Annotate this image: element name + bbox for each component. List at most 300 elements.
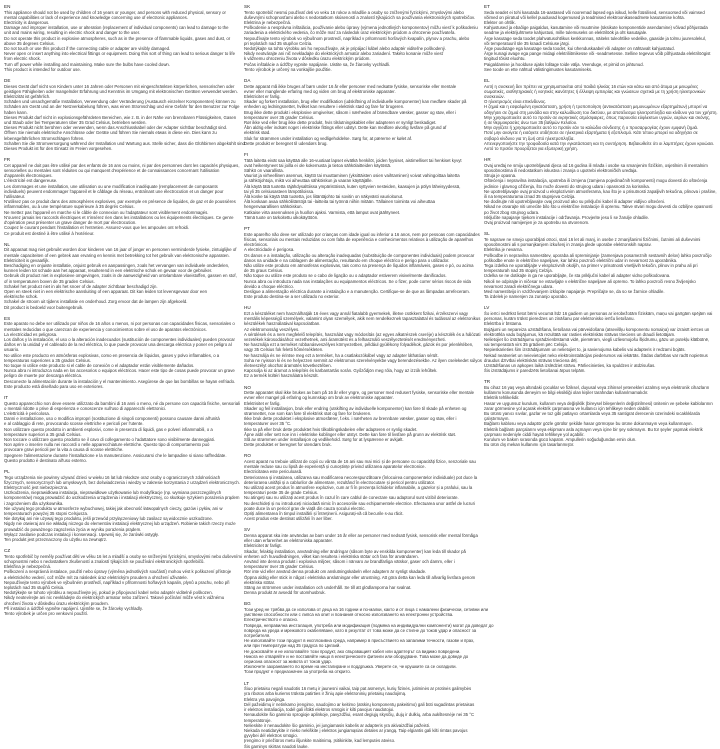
instruction-line: Este producto está diseñado para uso en exteriores. (4, 383, 104, 389)
instruction-line: teplotách nad 35 stupňů Celsia. (4, 585, 65, 591)
instruction-line: või temperatuuril üle 35 kraadi Celsiuse järgi. (484, 40, 570, 46)
instruction-line: Ärge kunagi avage ega pange midagi elektriliitmikesse või -seadmetesse. Selline tegevus võib põhjustada elektrilöögist (484, 51, 711, 57)
instruction-line: Seda seadet ei tohi kasutada 16-aastased või nooremad lapsed ega isikud, kelle füüsilised, sensoorsed või vaimsed (484, 9, 705, 15)
instruction-line: Никога не отваряйте и не поставяйте нищо в електрическите фитинги или оборудване. Това може да доведе до (244, 653, 469, 659)
instruction-line: Poškození a nesprávná instalace, použití nebo úpravy (výměna jednotlivých součástí) mohou vést k poškození přístroje (4, 569, 232, 575)
language-section (4, 78, 247, 152)
language-code: BG (244, 601, 251, 607)
instruction-line: võimed on piiratud või kellel puuduvad kogemused ja teadmised elektroonikaseadmete kasutamise kohta. (484, 14, 685, 20)
instruction-line: poškodbe enote in električne napeljave, kar lahko povzroči električni udar in nevarnost za uporabnika. (484, 257, 678, 263)
instruction-line: k vážnemu ohrozeniu života v dôsledku úrazu elektrickým prúdom. (244, 56, 371, 62)
instruction-line: Nikdy neotvárajte ani nič nevkladajte do elektrických armatúr alebo zariadení. Takéto konanie môže viesť (244, 51, 444, 57)
instruction-line: tingitud tõsist eluohtu. (484, 56, 526, 62)
instruction-line: Šo ierīci nedrīkst lietot bērni vecumā līdz 16 gadiem un personas ar ierobežotām fiziskām, maņu vai garīgām spējām vai (484, 310, 713, 316)
instruction-line: Schakel het product niet in als het snoer of de adapter zichtbaar beschadigd zijn. (4, 283, 158, 289)
instruction-line: Åpne aldri eller sett noe inn i elektriske koblinger eller utstyr. Dette kan føre til livsfare på grunn av elektrisk støt. (244, 431, 457, 437)
instruction-line: Ovaj uređaj ne smiju upotrebljavati djeca od 16 godina ili mlađa i osobe sa smanjenim fizičkim, osjetilnim ili mentalnim (484, 162, 708, 168)
instruction-line: Dette apparat må ikke bruges af børn under 16 år eller personer med nedsatte fysiske, sensoriske eller mentale (244, 83, 457, 89)
instruction-line: Questo apparecchio non deve essere utilizzato da bambini di 16 anni o meno, né da persone con capacità fisiche, sensoriali (4, 400, 240, 406)
instruction-line: Los daños y la instalación, el uso o la alteración inadecuados (sustitución de componentes individuales) pueden provocar (4, 336, 235, 342)
instruction-line: haben kann. (4, 109, 28, 115)
instruction-line: sposobnostima ili nedostatkom iskustva i znanja o upotrebi elektroničkih uređaja. (484, 168, 638, 174)
instruction-line: Struja je opasna. (484, 173, 517, 179)
instruction-line: ir elektros instaliacija, todėl gali ištikti elektros smūgis ir kilti pavojus naudotojui. (244, 707, 395, 713)
instruction-line: of in temperaturen boven de 35 graden Celsius. (4, 278, 95, 284)
language-section (484, 4, 716, 72)
instruction-line: Ne használja ezt a terméket robbanásveszélyes környezetben, például gyúlékony folyadékok, gázok és por jelenlétében, (244, 342, 474, 348)
instruction-line: devido a choque eléctrico. (244, 283, 294, 289)
language-code: EN (4, 4, 11, 9)
instruction-line: Questo prodotto è destinato all'uso esterno. (4, 457, 87, 463)
instruction-line: Nunca abra ni introduzca nada en los accesorios o equipos eléctricos. Hacer este tipo de cosas puede provocar un grave (4, 368, 235, 374)
instruction-line: kunnen leiden tot schade aan het apparaat, resulterend in een elektrische schok en gevaar voor de gebruiker. (4, 268, 213, 274)
instruction-line: usuario. (4, 347, 20, 353)
instruction-line: e al cablaggio di rete, provocando scosse elettriche e pericoli per l'utente. (4, 421, 144, 427)
language-section (484, 157, 716, 225)
instruction-line: Tento spotřebič by neměly používat děti ve věku 16 let a mladší a osoby se sníženými fyzickými, smyslovými nebo duševními (4, 553, 242, 559)
instruction-line: Denna apparat ska inte användas av barn under 16 år eller av personer med nedsatt fysisk, sensorisk eller mental förmåga (244, 533, 478, 539)
instruction-line: Ez a termék kültéri használatra készült. (244, 373, 319, 379)
instruction-line: Az elektromosság veszélyes. (244, 326, 300, 332)
language-code: LV (484, 305, 490, 311)
language-section (244, 152, 476, 220)
instruction-line: Älä koske tai käytä tätä tuotetta, jos liitäntäjohto tai sovitin on näkyvästi vaurioitunut. (244, 194, 404, 200)
language-section (484, 305, 716, 373)
instruction-line: temperature superiori a 35 gradi Celsius. (4, 431, 82, 437)
instruction-line: zarar görmesine yol açarak elektrik çarpmasına ve kullanıcı için tehlikeye neden olabilir. (484, 405, 651, 411)
instruction-line: Do not operate this product in explosive atmospheres, such as in the presence of flammable liquids, gases and dust, or (4, 35, 231, 41)
instruction-line: Schalten Sie die Stromversorgung während der Installation und Wartung aus. Stelle sicher, dass die Glühbirnen abgekühlt sind. (4, 140, 247, 146)
instruction-line: σοβαρό κίνδυνο για τη ζωή από ηλεκτροπληξία. (484, 135, 575, 141)
instruction-line: No utilice este producto en atmósferas explosivas, como en presencia de líquidos, gases y polvo inflamables, o a (4, 352, 220, 358)
instruction-line: poate duce la un pericol grav de viață din cauza șocului electric. (244, 505, 366, 511)
language-code: RO (244, 453, 251, 459)
instruction-line: o mentali ridotte o prive di esperienza e conoscenze sull'uso di apparecchi elettronici. (4, 405, 167, 411)
instruction-line: Nie dotykaj ani nie używaj tego produktu, jeśli przewód przyłączeniowy lub zasilacz są widocznie uszkodzone. (4, 516, 213, 522)
language-section (4, 4, 236, 72)
instruction-line: Tento výrobok je určený na vonkajšie použitie. (244, 66, 332, 72)
instruction-line: Dette produktet er beregnet for utendørs bruk. (244, 442, 332, 448)
instruction-line: mentale reduse sau cu lipsă de experiență și cunoștințe privind utilizarea aparatelor electronice. (244, 464, 426, 470)
instruction-line: Älä koskaan avaa sähköliitäntöjä tai -laitteita tai työnnä niihin mitään. Tällainen toiminta voi aiheuttaa (244, 199, 436, 205)
language-section (244, 4, 476, 72)
instruction-line: personas, kurām trūkst pieredzes un zināšanu par elektronisko ierīču lietošanu. (484, 316, 635, 322)
instruction-line: See toode on ette nähtud välistingimustes kasutamiseks. (484, 66, 593, 72)
instruction-line: Při instalaci a údržbě vypněte napájení. Ujistěte se, že žárovky vychladly. (4, 605, 143, 611)
instruction-line: Elektrisitet er farlig. (244, 400, 281, 406)
instruction-line: ή σε θερμοκρασίες άνω των 35 βαθμών Κελσίου. (484, 120, 578, 126)
instruction-line: Tento výrobek je určen pro venkovní použití. (4, 611, 89, 617)
instruction-line: provocare gravi pericoli per la vita a causa di scosse elettriche. (4, 447, 124, 453)
language-code: ET (484, 4, 490, 9)
instruction-line: nevarnost zaradi električnega udara. (484, 283, 554, 289)
instruction-line: ili na temperaturama iznad 35 stupnjeva Celzija. (484, 194, 576, 200)
instruction-line: evner eller manglende erfaring med og viden om brug af elektroniske apparater. (244, 88, 396, 94)
text-column-1 (4, 4, 247, 716)
language-code: DE (4, 78, 11, 84)
instruction-line: Cet appareil ne doit pas être utilisé par des enfants de 16 ans ou moins, ni par des personnes dont les capacités physiques, (4, 162, 240, 168)
instruction-line: tai yli 35 celsiusasteen lämpötiloissa. (244, 188, 315, 194)
instruction-line: Не използвайте този продукт в експлозивна среда, например в присъствието на запалими течности, газове и прах, (244, 638, 475, 644)
instruction-line: evner eller mangel på erfaring og kunnskap om bruk av elektroniske apparater. (244, 395, 394, 401)
instruction-line: Μην χρησιμοποιείτε αυτό το προϊόν σε εκρηκτικές ατμόσφαιρες, όπως παρουσία εύφλεκτων υγρών, αερίων και σκόνης, (484, 114, 711, 120)
instruction-line: Tämä tuote on tarkoitettu ulkokäyttöön. (244, 214, 319, 220)
instruction-line: temperatūroje. (244, 717, 272, 723)
instruction-line: или при температури над 35 градуса по Целзий. (244, 643, 341, 649)
instruction-line: enheten och huvudledningen, vilket kan resultera i elektriska stötar och fara för användaren. (244, 553, 419, 559)
instruction-line: Nu atingeți sau nu utilizați acest produs în cazul în care cablul de conectare sau adaptorul sunt vizibil deteriorate. (244, 495, 459, 501)
instruction-line: Elektřina je nebezpečná. (4, 564, 52, 570)
instruction-line: Bojājumi un nepareiza uzstādīšana, lietošana vai pārveidošana (atsevišķu komponentu nomaiņa) var izraisīt ierīces un (484, 326, 710, 332)
instruction-line: Skader og forkert installation, brug eller modifikation (udskiftning af individuelle komponenter) kan medføre skader på (244, 99, 467, 105)
language-code: SV (244, 527, 251, 533)
instruction-line: Dit apparaat mag niet gebruikt worden door kinderen van 16 jaar of jonger en personen verminderde fysieke, zintuiglijke of (4, 247, 237, 253)
instruction-line: Dieses Produkt nicht berühren oder verwenden, wenn das Anschlusskabel oder der Adapter sichtbar beschädigt sind. (4, 125, 228, 131)
instruction-line: Elektrība ir bīstama. (484, 321, 523, 327)
language-code: SL (484, 231, 490, 237)
instruction-line: mentales reducidas o que carezcan de experiencia y conocimientos sobre el uso de aparatos electrónicos. (4, 326, 207, 332)
instruction-line: No toque ni utilice este producto si el cable de conexión o el adaptador están visiblemente dañados. (4, 362, 195, 368)
instruction-line: Η ζημιά και η εσφαλμένη εγκατάσταση, χρήση ή τροποποίηση (αντικατάσταση μεμονωμένων εξαρτημάτων) μπορεί να (484, 104, 708, 110)
instruction-line: Uszkodzenia, nieprawidłowa instalacja, nieprawidłowe użytkowanie lub modyfikacje (np. wymiana poszczególnych (4, 490, 222, 496)
instruction-line: συσκευών. (484, 94, 505, 100)
instruction-line: Tento spotrebič nesmú používať deti vo veku 16 rokov a mladšie a osoby so zníženými fyzickými, zmyslovými alebo (244, 9, 464, 15)
instruction-line: Öppna aldrig eller stick in något i elektriska anslutningar eller utrustning. Att göra detta kan leda till allvarlig livsfara genom (244, 574, 476, 580)
instruction-line: sensorielles ou mentales sont réduites ou qui manquent d'expérience et de connaissances concernant l'utilisation (4, 168, 220, 174)
instruction-line: Šis izstrādājums ir paredzēts lietošanai ārpus telpām. (484, 368, 586, 374)
instruction-line: Danni e installazione, uso o modifica impropri (sostituzione di singoli componenti) possono causare danni all'unità (4, 416, 220, 422)
instruction-line: Poškodenie a nesprávna inštalácia, používanie alebo úpravy (výmena jednotlivých komponentov) môžu viesť k poškodeniu (244, 25, 478, 31)
instruction-line: sposobnostmi ali s pomanjkanjem izkušenj in znanja glede uporabe elektronskih naprav. (484, 242, 652, 248)
instruction-line: peligro de muerte por descarga eléctrica. (4, 373, 83, 379)
instruction-line: Electricitatea este periculoasă. (244, 469, 303, 475)
instruction-line: Ο ηλεκτρισμός είναι επικίνδυνος. (484, 99, 547, 105)
instruction-line: Åbn aldrig eller indsæt noget i elektriske fittings eller udstyr. Dette kan medføre alvorlig livsfare på grund af (244, 125, 447, 131)
instruction-line: Ärge kasutage seda toodet plahvatusohtlikus keskkonnas, näiteks tuleohtlike vedelike, gaaside ja tolmu juuresolekul, (484, 35, 706, 41)
instruction-line: Oštećenja i nepravilna instalacija, upotreba ili izmjena (zamjena pojedinačnih komponenti) mogu dovesti do oštećenja (484, 178, 708, 184)
instruction-line: Gebruik dit product niet in explosieve omgevingen, zoals in de aanwezigheid van ontvlambare vloeistoffen, gassen en stof, (4, 273, 237, 279)
instruction-line: duševnými schopnosťami alebo s nedostatkom skúseností a znalostí týkajúcich sa používania elektronických spotrebičov. (244, 14, 476, 20)
instruction-line: Elekter on ohtlik. (484, 20, 516, 25)
instruction-line: eller utan erfarenhet av elektroniska apparater. (244, 538, 333, 544)
language-section (244, 681, 476, 749)
instruction-line: Не докосвайте и не използвайте този продукт, ако свързващият кабел или адаптерът са видимо повредени. (244, 648, 461, 654)
language-code: SK (244, 4, 251, 9)
instruction-line: Bu ürünü yanıcı sıvılar, gazlar ve toz gibi patlayıcı ortamlarda veya 35 santigrat derecenin üzerindeki sıcaklıklarda (484, 410, 700, 416)
instruction-line: Elektriciteit is gevaarlijk. (4, 257, 50, 263)
instruction-line: Sähkö on vaarallista. (244, 168, 284, 174)
instruction-line: Desligue a alimentação eléctrica durante a instalação e a manutenção. Certifique-se de que as lâmpadas arrefeceram. (244, 288, 470, 294)
language-section (244, 305, 482, 379)
instruction-line: Bu cihaz 16 yaş veya altındaki çocuklar ve fiziksel, duyusal veya zihinsel yetenekleri azalmış veya elektronik cihazların (484, 384, 710, 390)
instruction-line: Não utilize este produto em atmosferas explosivas, tais como na presença de líquidos inflamáveis, gases e pó, ou acima (244, 262, 474, 268)
instruction-line: Αυτή η συσκευή δεν πρέπει να χρησιμοποιείται από παιδιά ηλικίας 16 ετών και κάτω και από άτομα με μειωμένες (484, 83, 699, 89)
instruction-line: temperaturer over 35 °C. (244, 421, 292, 427)
instruction-line: Uzstādīšanas un apkopes laikā izslēdziet strāvu. Pārliecinieties, ka spuldzes ir atdzisušas. (484, 362, 656, 368)
instruction-line: Poškodbe in nepravilna namestitev, uporaba ali spreminjanje (zamenjava posameznih sestavnih delov) lahko povzročijo (484, 252, 712, 258)
instruction-line: Hasar ve uygunsuz kurulum, kullanım veya değişiklik (bireysel bileşenlerin değiştirilmesi) ünitenin ve şebeke kablolarının (484, 400, 713, 406)
instruction-line: Non aprire o inserire nulla nei raccordi o nelle apparecchiature elettriche. Questo tipo di comportamento può (4, 442, 210, 448)
language-code: IT (4, 394, 9, 400)
language-code: DA (244, 78, 251, 84)
instruction-line: Katkaise virta asennuksen ja huollon ajaksi. Varmista, että lamput ovat jäähtyneet. (244, 209, 401, 215)
instruction-line: Nedotýkajte sa tohto výrobku ani ho nepoužívajte, ak je pripájací kábel alebo adaptér viditeľne poškodený. (244, 46, 447, 52)
instruction-line: Nenaudokite šio gaminio sprogioje aplinkoje, pavyzdžiui, esant degiųjų skysčių, dujų ir dulkių, arba aukštesnėje nei 35 °C (244, 712, 475, 718)
language-code: NO (244, 384, 251, 390)
instruction-line: pri teplotách nad 35 stupňov Celzia. (244, 40, 313, 46)
instruction-line: Este aparelho não deve ser utilizado por crianças com idade igual ou inferior a 16 anos, nem por pessoas com capacidades (244, 231, 480, 237)
instruction-line: kullanımı konusunda deneyim ve bilgi eksikliği olan kişiler tarafından kullanılmamalıdır. (484, 390, 649, 396)
language-code: HR (484, 157, 491, 163)
instruction-line: Sluk for strømmen under installation og vedligeholdelse. Sørg for, at pærerne er kølet af. (244, 135, 413, 141)
instruction-line: Este produto destina-se a ser utilizado no exterior. (244, 294, 340, 300)
instruction-line: Acest produs este destinat utilizării în aer liber. (244, 516, 333, 522)
instruction-line: Nigdy nie otwieraj ani nie wkładaj niczego do elementów instalacji elektrycznej lub urządzeń. Robienie takich rzeczy może (4, 521, 236, 527)
instruction-line: потребителя. (244, 633, 271, 639)
language-section (244, 527, 476, 595)
instruction-line: from electric shock. (4, 56, 42, 62)
instruction-line: Non utilizzare questo prodotto in ambienti esplosivi, come in presenza di liquidi, gas e polveri infiammabili, o a (4, 426, 213, 432)
instruction-line: komponentów) mogą prowadzić do uszkodzenia urządzenia i instalacji elektrycznej, co skutkuje ryzykiem porażenia prądem (4, 495, 240, 501)
instruction-line: Elektrik bağlantı parçalarını veya ekipmanı asla açmayın veya içine bir şey sokmayın. Bu tür şeyler yapmak elektrik (484, 426, 703, 432)
language-section (4, 394, 240, 463)
instruction-line: οδηγήσει σε ζημιά στη μονάδα και στην καλωδίωση του δικτύου, με αποτέλεσμα ηλεκτροπληξία και κίνδυνο για τον χρήστη. (484, 109, 718, 115)
instruction-line: draudus dzīvībai elektriskās strāvas trieciena dēļ. (484, 357, 578, 363)
instruction-line: повреда на уреда и мрежовото окабеляване, като в резултат от това може да се стигне до токов удар и опасност за (244, 627, 477, 633)
instruction-line: L'électricité est dangereuse. (4, 178, 58, 184)
instruction-line: Ten produkt jest przeznaczony do użytku na zewnątrz. (4, 537, 108, 543)
instruction-line: deteriorarea unității și a cablurilor de alimentare, rezultând în electrocutare și pericol pentru utilizator. (244, 479, 436, 485)
language-section (484, 231, 716, 299)
text-column-2 (244, 4, 494, 749)
instruction-line: Dėl pažeidimų ir netinkamo įrengimo, naudojimo ar keitimo (atskirų komponentų pakeitimo) gali būti sugadintas prietaisas (244, 701, 475, 707)
instruction-line: Izdelka se ne dotikajte in ga ne uporabljajte, če sta priključni kabel ali adapter vidno poškodovana. (484, 273, 671, 279)
instruction-line: Ezt a készüléket nem használhatják 16 éves vagy annál fiatalabb gyermekek, illetve csökkent fizikai, érzékszervi vagy (244, 310, 469, 316)
instruction-line: strømnettet, noe som kan føre til elektrisk støt og fare for brukeren. (244, 410, 372, 416)
instruction-line: Dette produkt er beregnet til udendørs brug. (244, 140, 328, 146)
instruction-line: Nikoli ne odpirajte in ničesar ne vstavljajte v električne napeljave ali opremo. To lahko povzroči resno življenjsko (484, 278, 696, 284)
instruction-line: temperaturer over 35 grader Celsius. (244, 114, 315, 120)
instruction-line: çarpması nedeniyle ciddi hayati tehlikeye yol açabilir. (484, 431, 585, 437)
instruction-line: Изключете захранването по време на инсталиране и поддръжка. Уверете се, че крушките са се охладили. (244, 664, 457, 670)
instruction-line: Šiuo prietaisu negali naudotis 16 metų ir jaunesni vaikai, taip pat asmenys, kurių fizinės, jutiminės ar protinės galimybės (244, 686, 472, 692)
instruction-line: Ta izdelek je namenjen za zunanjo uporabo. (484, 294, 568, 300)
instruction-line: N'ouvrez jamais les raccords électriques et n'insérez rien dans les installations ou les équipements électriques. Ce genre (4, 214, 234, 220)
instruction-line: schopnostmi nebo s nedostatkem zkušeností a znalostí týkajících se používání elektronických spotřebičů. (4, 559, 205, 565)
instruction-line: Slå av strømmen under installasjon og vedlikehold. Sørg for at lyspærene er avkjølt. (244, 436, 404, 442)
instruction-line: Brug ikke dette produkt i eksplosive omgivelser, såsom i nærheden af brændbare væsker, gasser og støv, eller i (244, 109, 457, 115)
instruction-line: Този уред не трябва да се използва от деца на 16 години и по-малки, както и от лица с намалени физически, сетивни или (244, 607, 489, 613)
instruction-line: vagy 35 Celsius fok feletti hőmérsékleten. (244, 347, 324, 353)
language-code: FI (244, 152, 249, 158)
language-code: TR (484, 379, 491, 385)
instruction-line: gyvybei dėl elektros smūgio. (244, 733, 298, 739)
instruction-line: Opriți alimentarea în timpul instalării și întreținerii. Asigurați-vă că becurile s-au răcit. (244, 511, 404, 517)
instruction-line: Nepoužívajte tento výrobok vo výbušnom prostredí, napríklad v prítomnosti horľavých kvapalín, plynov a prachu, alebo (244, 35, 470, 41)
language-section (244, 453, 476, 521)
instruction-line: Ne mettez pas l'appareil en marche si le câble de connexion ou l'adaptateur sont visiblement endommagés. (4, 209, 209, 215)
instruction-line: Απενεργοποιήστε την τροφοδοσία κατά την εγκατάσταση και τη συντήρηση. Βεβαιωθείτε ότι οι λαμπτήρες έχουν κρυώσει. (484, 140, 715, 146)
language-code: PL (4, 469, 10, 474)
instruction-line: Nepoužívejte tento výrobek ve výbušném prostředí, například v přítomnosti hořlavých kapalin, plynů a prachu, nebo při (4, 579, 230, 585)
instruction-line: i zagrożeniem dla użytkownika. (4, 500, 64, 506)
instruction-line: умствени способности или с липса на опит и познания относно използването на електронни устройства. (244, 612, 454, 618)
instruction-line: elektriska stötar. (244, 579, 276, 585)
instruction-line: Les dommages et une installation, une utilisation ou une modification inadéquate (remplacement de composants (4, 183, 218, 189)
language-section (4, 548, 242, 617)
instruction-line: Nekad neatveriet un neievietojiet neko elektroinstalācijas piederumos vai iekārtās. Šādas darbības var radīt nopietnus (484, 352, 708, 358)
instruction-line: above 35 degrees Celsius. (4, 40, 55, 46)
language-section (244, 226, 480, 300)
instruction-line: temperaturi peste 35 de grade Celsius. (244, 490, 319, 496)
instruction-line: Kahjustused ja ebaõige paigaldus, kasutamine või muutmine (üksikute komponentide asendamine) võivad põhjustada (484, 25, 708, 31)
instruction-line: Nepieskarieties šim izstrādājumam un nelietojiet to, ja savienojuma kabelis vai adapteris ir redzami bojāts. (484, 347, 686, 353)
instruction-line: Beschadiging en onjuiste installatie, onjuist gebruik en aanpassingen, zoals het vervangen van individuele onderdelen, (4, 262, 230, 268)
instruction-line: Elektricitet er farlig. (244, 94, 281, 100)
instruction-line: сериозна опасност за живота от токов удар. (244, 659, 332, 665)
instruction-line: Dieses Gerät darf nicht von Kindern unter 16 Jahren oder Personen mit eingeschränkten körperlichen, sensorischen oder (4, 83, 235, 89)
instruction-line: Non toccare o utilizzare questo prodotto se il cavo di collegamento o l'adattatore sono visibilmente danneggiati. (4, 436, 216, 442)
instruction-line: elektrisk stød. (244, 130, 271, 136)
instruction-line: Nelietojiet šo izstrādājumu sprādzienbīstamā vidē, piemēram, viegli uzliesmojošu šķidrumu, gāzu un putekļu klātbūtnē, (484, 336, 710, 342)
instruction-line: Nedotýkejte se tohoto výrobku a nepoužívejte jej, pokud je připojovací kabel nebo adaptér viditelně poškozen. (4, 590, 213, 596)
instruction-line: A electricidade é perigosa. (244, 247, 295, 253)
instruction-line: Schakel de stroom uit tijdens installatie en onderhoud. Zorg ervoor dat de lampen zijn afgekoeld. (4, 299, 188, 305)
instruction-line: l'utilisateur. (4, 194, 26, 200)
instruction-line: Повреда, неправилна инсталация, употреба или модификация (подмяна на индивидуални компоненти) могат да доведат до (244, 622, 494, 628)
instruction-line: Deteriorarea și instalarea, utilizarea sau modificarea necorespunzătoare (înlocuirea componentelor individuale) pot duce la (244, 474, 478, 480)
instruction-line: Nelieskite ir nenaudokite šio gaminio, jei jungiamasis kabelis ar adapteris yra akivaizdžiai pažeisti. (244, 722, 431, 728)
language-code: LT (244, 680, 250, 686)
instruction-line: Ärge puudutage ega kasutage seda toodet, kui ühenduskaabel või adapter on nähtavalt kahjustatud. (484, 46, 675, 52)
instruction-line: Ikke ta på eller bruk dette produktet hvis tilkoblingskabelen eller adapteren er synlig skadet. (244, 426, 418, 432)
instruction-line: yra ribotos arba kuriems trūksta patirties ir žinių apie elektroninių prietaisų naudojimą. (244, 691, 407, 697)
instruction-line: hengenvaarallisen sähköiskun. (244, 204, 303, 210)
instruction-line: N'utilisez pas ce produit dans des atmosphères explosives, par exemple en présence de liquides, de gaz et de poussières (4, 199, 236, 205)
instruction-line: Ce produit est destiné à être utilisé à l'extérieur. (4, 230, 95, 236)
language-code: PT (244, 226, 250, 232)
instruction-line: L'elettricità è pericolosa. (4, 410, 50, 416)
instruction-line: Αυτό το προϊόν προορίζεται για εξωτερική χρήση. (484, 146, 578, 152)
instruction-line: físicas, sensoriais ou mentais reduzidas ou com falta de experiência e conhecimentos relativos à utilização de aparelhos (244, 236, 474, 242)
instruction-line: Ποτέ μην ανοίγετε ή εισάγετε οτιδήποτε σε ηλεκτρικά εξαρτήματα ή εξοπλισμό. Κάτι τέτοιο μπορεί να οδηγήσει σε (484, 130, 698, 136)
instruction-line: mentale capaciteiten of een gebrek aan ervaring en kennis met betrekking tot het gebruik van elektronische apparaten. (4, 252, 230, 258)
instruction-line: Elektryczność jest niebezpieczna. (4, 485, 69, 490)
language-section (484, 379, 716, 447)
instruction-line: geistigen Fähigkeiten oder mangelnder Erfahrung und Kenntnis im Umgang mit elektronischen Geräten verwendet werden. (4, 88, 238, 94)
instruction-line: Nunca abra ou introduza nada nas instalações ou equipamentos eléctricos. Se o fizer, pode correr sérios riscos de vida (244, 278, 471, 284)
instruction-line: Elektrika je nevarna. (484, 247, 523, 253)
instruction-line: Open en steek niet in een elektrische aansluiting of een apparaat. Dit kan leiden tot levensgevaar door een (4, 288, 208, 294)
instruction-line: Wyłącz zasilanie podczas instalacji i konserwacji. Upewnij się, że żarówki ostygły. (4, 531, 159, 537)
instruction-line: Ne használja és ne érintse meg ezt a terméket, ha a csatlakozókábel vagy az adapter láthatóan sérült. (244, 352, 439, 358)
instruction-line: zariadenia a elektrického vedenia, čo môže mať za následok úraz elektrickým prúdom a ohrozenie používateľa. (244, 30, 456, 36)
instruction-line: de 35 graus Celsius. (244, 268, 284, 274)
instruction-line: Os danos e a instalação, utilização ou alteração inadequadas (substituição de componentes individuais) podem provocar (244, 252, 475, 258)
instruction-line: Nu utilizați acest produs în atmosfere explozive, cum ar fi în prezența lichidelor inflamabile, a gazelor și a prafului, sau la (244, 485, 473, 490)
instruction-line: Tätä laitetta eivät saa käyttää alle 16-vuotiaat lapset eivätkä henkilöt, joiden fyysiset, aistimelliset tai henkiset kyvyt (244, 157, 462, 163)
instruction-line: Elektrik tehlikelidir. (484, 395, 520, 401)
instruction-line: Ne dodirujte niti upotrebljavajte ovaj proizvod ako su priključni kabel ili adapter vidljivo oštećeni. (484, 199, 666, 205)
instruction-line: Bağlantı kablosu veya adaptör gözle görülür şekilde hasar görmüşse bu ürüne dokunmayın veya kullanmayın. (484, 421, 693, 427)
instruction-line: Dieses Produkt darf nicht in explosionsgefährdeten Bereichen, wie z. B. in der Nähe von brennbaren Flüssigkeiten, Gasen (4, 114, 237, 120)
instruction-line: Älä käytä tätä tuotetta räjähdysalttiissa ympäristöissä, kuten syttyvien nesteiden, kaasujen ja pölyn läheisyydessä, (244, 183, 461, 189)
language-section (244, 78, 476, 146)
instruction-line: Tega izdelka ne uporabljajte v eksplozivnih okoljih, na primer v prisotnosti vnetljivih tekočin, plinov in prahu ali pri (484, 262, 698, 268)
instruction-line: Não toque ou utilize este produto se o cabo de ligação ou o adaptador estiverem visivelmente danificados. (244, 273, 447, 279)
instruction-line: mentális képességű személyek, valamint olyan személyek, akik nem rendelkeznek tapasztalattal és tudással az elektronikus (244, 316, 481, 322)
language-code: CZ (4, 548, 11, 554)
instruction-line: Stäng av strömmen under installation och underhåll. Se till att glödlamporna har svalnat. (244, 585, 412, 591)
instruction-line: Įrengimo ir priežiūros metu išjunkite maitinimą. Įsitikinkite, kad lemputės atvėso. (244, 738, 396, 744)
instruction-line: elektrische schok. (4, 294, 39, 300)
safety-instructions-page (4, 4, 718, 749)
language-section (4, 157, 240, 236)
instruction-line: Med namestitvijo in vzdrževanjem izklopite napajanje. Prepričajte se, da so se žarnice ohladile. (484, 288, 665, 294)
instruction-line: Elektrizität ist gefährlich. (4, 94, 51, 100)
instruction-line: Ne upotrebljavajte ovaj proizvod u eksplozivnim atmosferama, kao što je u prisutnosti zapaljivih tekućina, plinova i prašine, (484, 188, 717, 194)
instruction-line: ja sähköjohtoja, mikä voi aiheuttaa sähköiskun ja vaaran käyttäjälle. (244, 178, 373, 184)
instruction-line: mental capabilities or lack of experience and knowledge concerning use of electronic appliances. (4, 14, 188, 20)
instruction-line: Bu ürün dış mekan kullanımı için tasarlanmıştır. (484, 442, 575, 448)
instruction-line: Denna produkt är avsedd för utomhusbruk. (244, 590, 326, 596)
instruction-line: Ovaj proizvod namijenjen je za upotrebu na otvorenom. (484, 220, 590, 226)
instruction-line: Elektrina je nebezpečná. (244, 20, 292, 25)
instruction-line: Använd inte denna produkt i explosiva miljöer, såsom i närvaro av brandfarliga vätskor, gaser och damm, eller i (244, 559, 455, 565)
instruction-line: prowadzić do poważnego zagrożenia życia w wyniku porażenia prądem. (4, 526, 142, 532)
instruction-line: Paigaldamise ja hoolduse ajaks lülitage toide välja. Veenduge, et pirnid on jahtunud. (484, 61, 644, 67)
instruction-line: σωματικές, αισθητηριακές ή νοητικές ικανότητες ή έλλειψη εμπειρίας και γνώσεων σχετικά με τη χρήση ηλεκτρονικών (484, 88, 706, 94)
instruction-line: vai temperatūrā virs 35 grādiem pēc Celsija. (484, 342, 568, 348)
instruction-line: Dit product is bedoeld voor buitengebruik. (4, 304, 84, 310)
instruction-line: Μην αγγίζετε ή χρησιμοποιείτε αυτό το προϊόν εάν το καλώδιο σύνδεσης ή ο προσαρμογέας έχουν εμφανή ζημιά. (484, 125, 699, 131)
instruction-line: Coupez le courant pendant l'installation et l'entretien. Assurez-vous que les ampoules ont refroidi. (4, 225, 190, 231)
instruction-line: Soha ne nyisson ki és ne helyezzen semmit az elektromos szerelvényekbe vagy berendezésekbe. Az ilyen cselekedet súlyos (244, 357, 482, 363)
language-section (4, 316, 236, 389)
instruction-line: vezetékek károsodásához vezethetnek, ami áramütést és a felhasználó veszélyeztetését eredményezheti. (244, 336, 446, 342)
instruction-line: a elektrického vedení, což může mít za následek úraz elektrickým proudem a ohrožení uživatele. (4, 574, 188, 580)
instruction-line: inflammables, ou à une température supérieure à 35 degrés Celsius. (4, 204, 135, 210)
instruction-line: Never open or insert anything into electrical fittings or equipment. Doing this sort of thing can lead to serious danger to life (4, 51, 235, 57)
instruction-line: Dette apparatet skal ikke brukes av barn på 16 år eller yngre, og personer med redusert fysiske, sensoriske eller mentale (244, 390, 474, 396)
instruction-line: Niekada neatidarykite ir nieko nekiškite į elektros jungiamąsias detales ar įrangą. Taip elgiantis gali kilti rimtas pavojus (244, 727, 468, 733)
instruction-line: Nie używaj tego produktu w atmosferze wybuchowej, takiej jak obecność łatwopalnych cieczy, gazów i pyłów, ani w (4, 505, 223, 511)
instruction-line: Schäden am Gerät und an der Netzverkabelung führen, was einen Stromschlag und eine Gefahr für den Benutzer zur Folge (4, 104, 240, 110)
instruction-line: Ikke bruk dette produktet i eksplosive atmosfærer, f.eks. i nærheten av brennbare væsker, gasser og støv, eller i (244, 416, 457, 422)
instruction-line: elektrotīkla vadu bojājumus, kā rezultātā var rasties elektriskās strāvas trieciens un draudi lietotājam. (484, 331, 676, 337)
instruction-line: electrónicos. (244, 242, 269, 248)
language-code: HU (244, 305, 251, 311)
instruction-line: Nikad ne otvarajte niti umećite bilo što u električne instalacije ili opremu. Takve stvari mogu dovesti do ozbiljne opasnosti (484, 204, 713, 210)
instruction-line: Tego urządzenia nie powinny używać dzieci w wieku 16 lat lub młodsze oraz osoby o ograniczonych zdolnościach (4, 474, 221, 480)
instruction-line: This appliance should not be used by children of 16 years or younger, and persons with reduced physical, sensory or (4, 9, 226, 15)
instruction-line: Kapcsolja ki az áramot a telepítés és karbantartás során. Győződjön meg róla, hogy az izzók lehűltek. (244, 368, 438, 374)
instruction-line: Öffnen Sie niemals elektrische Anschlüsse oder Geräte und führen Sie niemals etwas in diese ein. Dies kann zu (4, 130, 217, 136)
instruction-line: Kurulum ve bakım sırasında gücü kapatın. Ampullerin soğuduğundan emin olun. (484, 436, 637, 442)
instruction-line: Този продукт е предназначен за употреба на открито. (244, 669, 351, 675)
language-section (4, 242, 236, 310)
instruction-line: Vauriot ja virheellinen asennus, käyttö tai muuttaminen (yksittäisten osien vaihtaminen) voivat vahingoittaa laitetta (244, 173, 460, 179)
instruction-line: ohrožení života v důsledku úrazu elektrickým proudem. (4, 600, 109, 606)
instruction-line: Isključite napajanje tijekom instalacije i održavanja. Provjerite jesu li se žarulje ohladile. (484, 214, 650, 220)
instruction-line: seadme ja elektrijuhtmete kahjustusi, mille tulemuseks on elektrilöök ja oht kasutajale. (484, 30, 648, 36)
instruction-line: Spegnere l'alimentazione durante l'installazione e la manutenzione. Assicurarsi che le lampadine si siano raffreddate. (4, 452, 227, 458)
instruction-line: temperaturas superiores a 35 grados Celsius. (4, 357, 91, 363)
instruction-line: készülékek használatával kapcsolatban. (244, 321, 321, 327)
instruction-line: Skador, felaktig installation, användning eller ändringar (såsom byte av enskilda komponenter) kan leda till skador på (244, 548, 466, 554)
instruction-line: Schäden und unsachgemäße Installation, Verwendung oder Veränderung (Austausch einzelner Komponenten) können zu (4, 99, 236, 105)
instruction-line: Šis gaminys skirtas naudoti lauke. (244, 743, 309, 749)
